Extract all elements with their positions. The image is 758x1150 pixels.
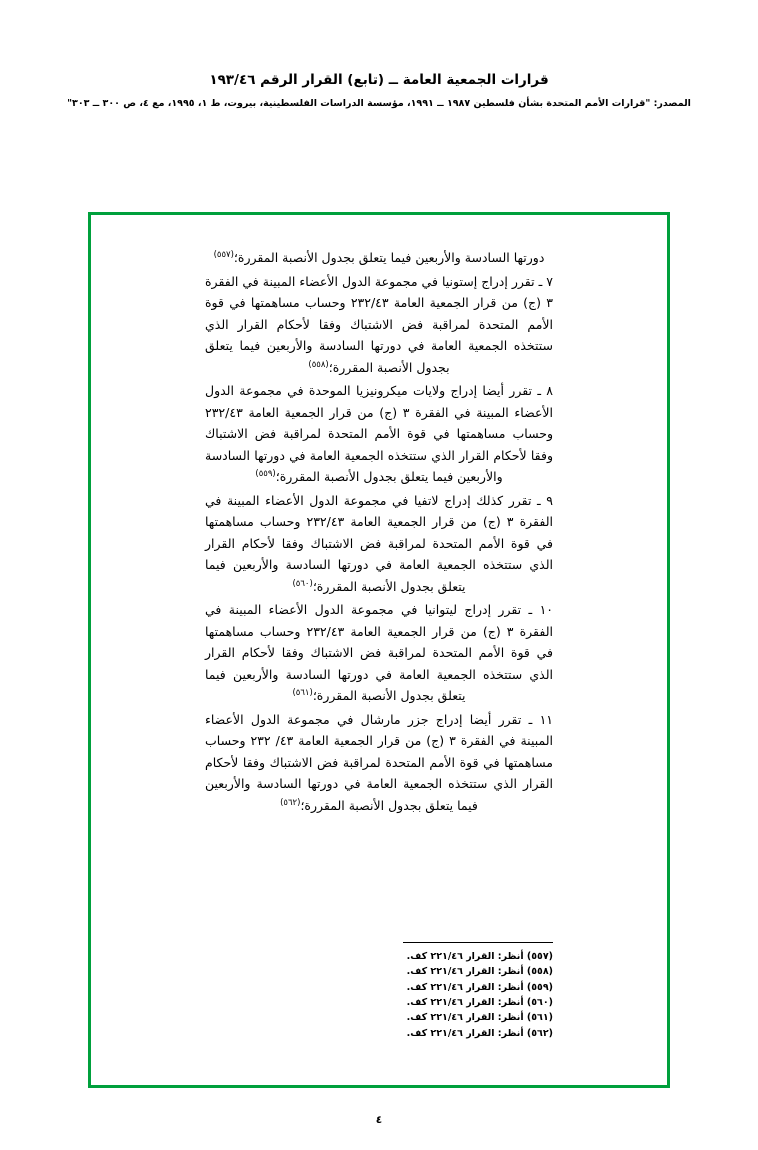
- footnote-marker: (٥٦٢): [280, 797, 301, 808]
- paragraph-continuation: [205, 247, 553, 269]
- document-header: [0, 72, 758, 109]
- footnote-item: (٥٥٩) أنظر: القرار ٢٢١/٤٦ كف.: [406, 981, 553, 993]
- page-number: ٤: [375, 1114, 383, 1126]
- content-frame-inner: [127, 247, 631, 1067]
- paragraph-11: [205, 709, 553, 817]
- footnote-marker: (٥٥٩): [255, 468, 276, 479]
- footnote-item: (٥٦٠) أنظر: القرار ٢٢١/٤٦ كف.: [406, 996, 553, 1008]
- footnote-marker: (٥٦٠): [292, 578, 313, 589]
- paragraph-8: [205, 380, 553, 488]
- paragraph-text: ٩ ـ تقرر كذلك إدراج لاتفيا في مجموعة الدول الأعضاء المبينة في الفقرة ٣ (ج) من قرار الجمعية العامة ٢٣٢/٤٣ وحساب مساهمتها في قوة الأمم المتحدة لمراقبة فض الاشتباك وفقا لأحكام القرار الذي ستتخذه الجمعية العامة في دورتها السادسة والأربعين فيما يتعلق بجدول الأنصبة المقررة؛: [205, 492, 553, 594]
- page-title: قرارات الجمعية العامة ــ (تابع) القرار الرقم ١٩٣/٤٦: [209, 72, 549, 88]
- paragraph-text: ١٠ ـ تقرر إدراج ليتوانيا في مجموعة الدول الأعضاء المبينة في الفقرة ٣ (ج) من قرار الجمعية العامة ٢٣٢/٤٣ وحساب مساهمتها في قوة الأمم المتحدة لمراقبة فض الاشتباك وفقا لأحكام القرار الذي ستتخذه الجمعية العامة في دورتها السادسة والأربعين فيما يتعلق بجدول الأنصبة المقررة؛: [205, 602, 553, 703]
- footnote-marker: (٥٦١): [292, 687, 313, 698]
- document-page: [0, 72, 758, 1150]
- body-text: [127, 247, 631, 816]
- source-line: المصدر: "قرارات الأمم المتحدة بشأن فلسطين ١٩٨٧ ــ ١٩٩١، مؤسسة الدراسات الفلسطينية، بيروت، ط ١، ١٩٩٥، مع ٤، ص ٣٠٠ ــ ٣٠٣": [67, 98, 691, 109]
- footnote-marker: (٥٥٧): [213, 249, 234, 260]
- paragraph-text: دورتها السادسة والأربعين فيما يتعلق بجدول الأنصبة المقررة؛: [233, 250, 545, 265]
- footnote-divider: [403, 942, 553, 943]
- paragraph-7: [205, 271, 553, 379]
- footnote-item: (٥٥٧) أنظر: القرار ٢٢١/٤٦ كف.: [406, 950, 553, 962]
- footnote-marker: (٥٥٨): [308, 359, 329, 370]
- paragraph-10: [205, 599, 553, 707]
- footnotes-block: [343, 942, 553, 1041]
- paragraph-text: ٨ ـ تقرر أيضا إدراج ولايات ميكرونيزيا الموحدة في مجموعة الدول الأعضاء المبينة في الفقرة ٣ (ج) من قرار الجمعية العامة ٢٣٢/٤٣ وحساب مساهمتها في قوة الأمم المتحدة لمراقبة فض الاشتباك وفقا لأحكام القرار الذي ستتخذه الجمعية العامة في دورتها السادسة والأربعين فيما يتعلق بجدول الأنصبة المقررة؛: [205, 383, 554, 484]
- paragraph-9: [205, 490, 553, 598]
- paragraph-text: ٧ ـ تقرر إدراج إستونيا في مجموعة الدول الأعضاء المبينة في الفقرة ٣ (ج) من قرار الجمعية العامة ٢٣٢/٤٣ وحساب مساهمتها في قوة الأمم المتحدة لمراقبة فض الاشتباك وفقا لأحكام القرار الذي ستتخذه الجمعية العامة في دورتها السادسة والأربعين فيما يتعلق بجدول الأنصبة المقررة؛: [205, 273, 554, 375]
- paragraph-text: ١١ ـ تقرر أيضا إدراج جزر مارشال في مجموعة الدول الأعضاء المبينة في الفقرة ٣ (ج) من قرار الجمعية العامة ٤٣/ ٢٣٢ وحساب مساهمتها في قوة الأمم المتحدة لمراقبة فض الاشتباك وفقا لأحكام القرار الذي ستتخذه الجمعية العامة في دورتها السادسة والأربعين فيما يتعلق بجدول الأنصبة المقررة؛: [205, 711, 553, 813]
- footnote-item: (٥٦٢) أنظر: القرار ٢٢١/٤٦ كف.: [406, 1027, 553, 1039]
- footnote-item: (٥٦١) أنظر: القرار ٢٢١/٤٦ كف.: [406, 1012, 553, 1024]
- content-frame: [88, 212, 670, 1088]
- footnote-item: (٥٥٨) أنظر: القرار ٢٢١/٤٦ كف.: [406, 966, 553, 978]
